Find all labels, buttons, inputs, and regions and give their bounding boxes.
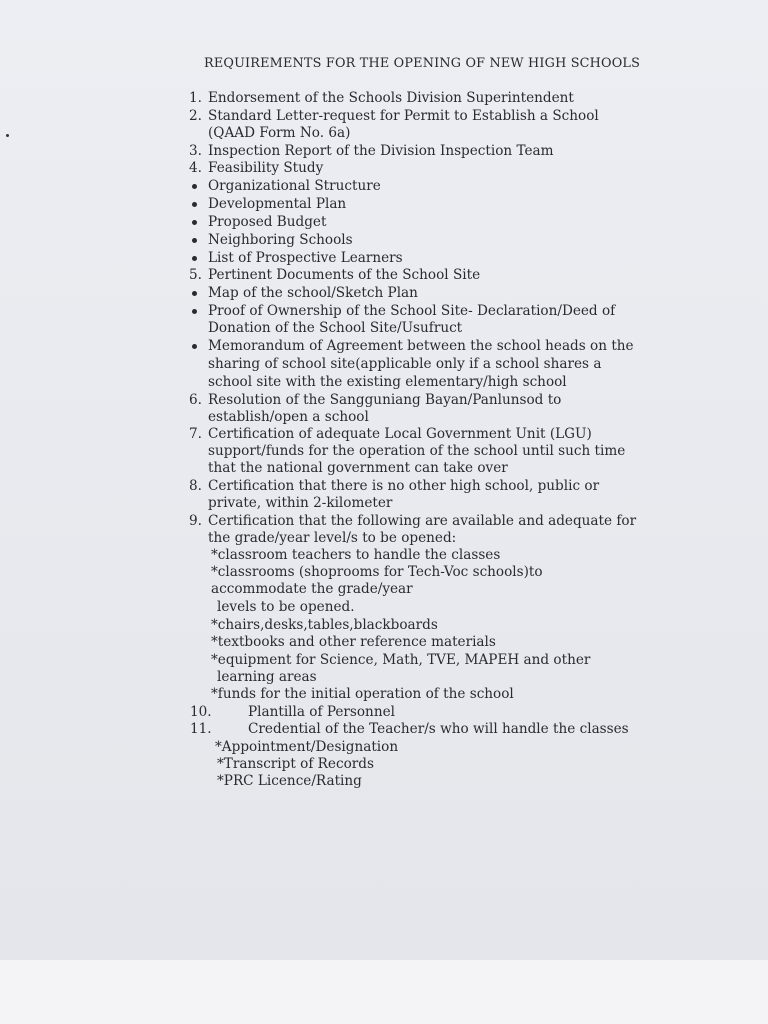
item-9-sub-6: *funds for the initial operation of the school	[211, 686, 514, 702]
item-8-text: Certification that there is no other high school, public or	[208, 478, 600, 494]
bullet-dot	[192, 220, 197, 225]
item-4-bullet-5: List of Prospective Learners	[208, 250, 403, 266]
item-11-sub-2: *Transcript of Records	[217, 756, 374, 772]
bullet-dot	[192, 344, 197, 349]
item-11-text: Credential of the Teacher/s who will handle the classes	[248, 721, 629, 737]
item-4-text: Feasibility Study	[208, 160, 324, 176]
item-8-text-cont: private, within 2-kilometer	[208, 495, 393, 511]
item-5-text: Pertinent Documents of the School Site	[208, 267, 481, 283]
bullet-dot	[192, 309, 197, 314]
item-6-text-cont: establish/open a school	[208, 409, 369, 425]
item-number-5: 5.	[189, 267, 202, 283]
item-6-text: Resolution of the Sangguniang Bayan/Panlunsod to	[208, 392, 562, 408]
item-number-8: 8.	[189, 478, 202, 494]
item-9-sub-2-cont: levels to be opened.	[217, 599, 355, 615]
item-5-bullet-3: Memorandum of Agreement between the school heads on the	[208, 338, 634, 354]
bullet-dot	[192, 256, 197, 261]
item-9-sub-2: *classrooms (shoprooms for Tech-Voc schools)to	[211, 564, 543, 580]
item-number-11: 11.	[190, 721, 212, 737]
item-1-text: Endorsement of the Schools Division Superintendent	[208, 90, 574, 106]
item-7-text-cont: that the national government can take over	[208, 460, 508, 476]
item-number-4: 4.	[189, 160, 202, 176]
item-2-text-cont: (QAAD Form No. 6a)	[208, 125, 351, 141]
item-number-3: 3.	[189, 143, 202, 159]
item-5-bullet-3-cont: school site with the existing elementary/high school	[208, 374, 567, 390]
item-11-sub-1: *Appointment/Designation	[215, 739, 399, 755]
item-5-bullet-2-cont: Donation of the School Site/Usufruct	[208, 320, 463, 336]
page-title: REQUIREMENTS FOR THE OPENING OF NEW HIGH SCHOOLS	[204, 56, 641, 71]
item-number-9: 9.	[189, 513, 202, 529]
bullet-dot	[192, 202, 197, 207]
scan-border-bottom	[0, 960, 768, 1024]
item-9-sub-5-cont: learning areas	[217, 669, 317, 685]
item-11-sub-3: *PRC Licence/Rating	[217, 773, 362, 789]
item-5-bullet-2: Proof of Ownership of the School Site- Declaration/Deed of	[208, 303, 616, 319]
bullet-dot	[192, 238, 197, 243]
item-3-text: Inspection Report of the Division Inspection Team	[208, 143, 554, 159]
item-9-sub-3: *chairs,desks,tables,blackboards	[211, 617, 438, 633]
item-10-text: Plantilla of Personnel	[248, 704, 395, 720]
item-number-7: 7.	[189, 426, 202, 442]
item-4-bullet-1: Organizational Structure	[208, 178, 381, 194]
item-9-sub-5: *equipment for Science, Math, TVE, MAPEH and other	[211, 652, 591, 668]
item-9-sub-4: *textbooks and other reference materials	[211, 634, 496, 650]
item-9-sub-1: *classroom teachers to handle the classes	[211, 547, 501, 563]
item-number-6: 6.	[189, 392, 202, 408]
item-5-bullet-1: Map of the school/Sketch Plan	[208, 285, 418, 301]
item-9-text: Certification that the following are available and adequate for	[208, 513, 637, 529]
bullet-dot	[192, 184, 197, 189]
item-7-text-cont: support/funds for the operation of the school until such time	[208, 443, 626, 459]
item-4-bullet-2: Developmental Plan	[208, 196, 347, 212]
item-number-1: 1.	[189, 90, 202, 106]
bullet-dot	[192, 291, 197, 296]
item-number-10: 10.	[190, 704, 212, 720]
item-4-bullet-4: Neighboring Schools	[208, 232, 353, 248]
item-9-sub-2-cont: accommodate the grade/year	[211, 581, 413, 597]
item-9-text-cont: the grade/year level/s to be opened:	[208, 530, 457, 546]
item-5-bullet-3-cont: sharing of school site(applicable only if a school shares a	[208, 356, 602, 372]
scan-speck	[6, 134, 9, 137]
item-7-text: Certification of adequate Local Government Unit (LGU)	[208, 426, 592, 442]
item-number-2: 2.	[189, 108, 202, 124]
item-2-text: Standard Letter-request for Permit to Establish a School	[208, 108, 599, 124]
item-4-bullet-3: Proposed Budget	[208, 214, 327, 230]
